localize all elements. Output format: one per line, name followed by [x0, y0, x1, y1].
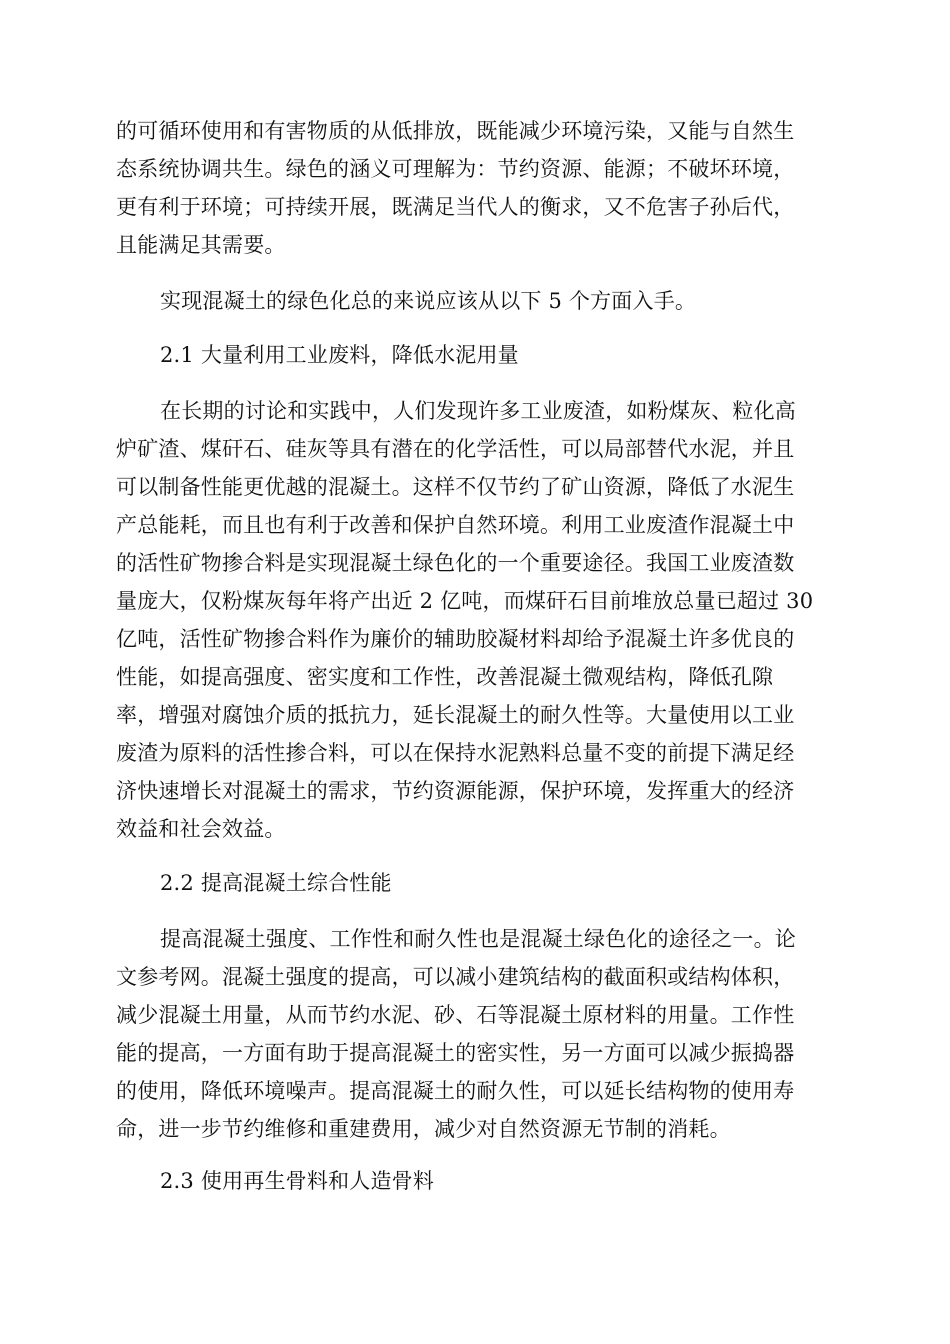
- paragraph-line: 的使用，降低环境噪声。提高混凝土的耐久性，可以延长结构物的使用寿: [116, 1079, 795, 1103]
- paragraph-line: 废渣为原料的活性掺合料，可以在保持水泥熟料总量不变的前提下满足经: [116, 741, 795, 765]
- paragraph-continuation-line: 的可循环使用和有害物质的从低排放，既能减少环境污染，又能与自然生: [116, 119, 795, 143]
- intro-paragraph: 实现混凝土的绿色化总的来说应该从以下 5 个方面入手。: [160, 289, 697, 313]
- paragraph-line: 量庞大，仅粉煤灰每年将产出近 2 亿吨，而煤矸石目前堆放总量已超过 30: [116, 589, 814, 613]
- paragraph-line: 的活性矿物掺合料是实现混凝土绿色化的一个重要途径。我国工业废渣数: [116, 551, 795, 575]
- paragraph-line: 文参考网。混凝土强度的提高，可以减小建筑结构的截面积或结构体积，: [116, 965, 795, 989]
- paragraph-line: 提高混凝土强度、工作性和耐久性也是混凝土绿色化的途径之一。论: [160, 927, 796, 951]
- paragraph-continuation-line: 态系统协调共生。绿色的涵义可理解为：节约资源、能源；不破坏环境，: [116, 157, 795, 181]
- paragraph-line: 命，进一步节约维修和重建费用，减少对自然资源无节制的消耗。: [116, 1117, 731, 1141]
- paragraph-line: 济快速增长对混凝土的需求，节约资源能源，保护环境，发挥重大的经济: [116, 779, 795, 803]
- paragraph-line: 能的提高，一方面有助于提高混凝土的密实性，另一方面可以减少振捣器: [116, 1041, 795, 1065]
- section-heading-2-2: 2.2 提高混凝土综合性能: [160, 871, 392, 895]
- paragraph-continuation-line: 且能满足其需要。: [116, 233, 286, 257]
- section-heading-2-1: 2.1 大量利用工业废料，降低水泥用量: [160, 343, 519, 367]
- section-heading-2-3: 2.3 使用再生骨料和人造骨料: [160, 1169, 435, 1193]
- paragraph-continuation-line: 更有利于环境；可持续开展，既满足当代人的衡求，又不危害子孙后代，: [116, 195, 795, 219]
- paragraph-line: 在长期的讨论和实践中，人们发现许多工业废渣，如粉煤灰、粒化高: [160, 399, 796, 423]
- paragraph-line: 可以制备性能更优越的混凝土。这样不仅节约了矿山资源，降低了水泥生: [116, 475, 795, 499]
- paragraph-line: 效益和社会效益。: [116, 817, 286, 841]
- paragraph-line: 炉矿渣、煤矸石、硅灰等具有潜在的化学活性，可以局部替代水泥，并且: [116, 437, 795, 461]
- paragraph-line: 亿吨，活性矿物掺合料作为廉价的辅助胶凝材料却给予混凝土许多优良的: [116, 627, 795, 651]
- paragraph-line: 产总能耗，而且也有利于改善和保护自然环境。利用工业废渣作混凝土中: [116, 513, 795, 537]
- paragraph-line: 性能，如提高强度、密实度和工作性，改善混凝土微观结构，降低孔隙: [116, 665, 774, 689]
- paragraph-line: 率，增强对腐蚀介质的抵抗力，延长混凝土的耐久性等。大量使用以工业: [116, 703, 795, 727]
- paragraph-line: 减少混凝土用量，从而节约水泥、砂、石等混凝土原材料的用量。工作性: [116, 1003, 795, 1027]
